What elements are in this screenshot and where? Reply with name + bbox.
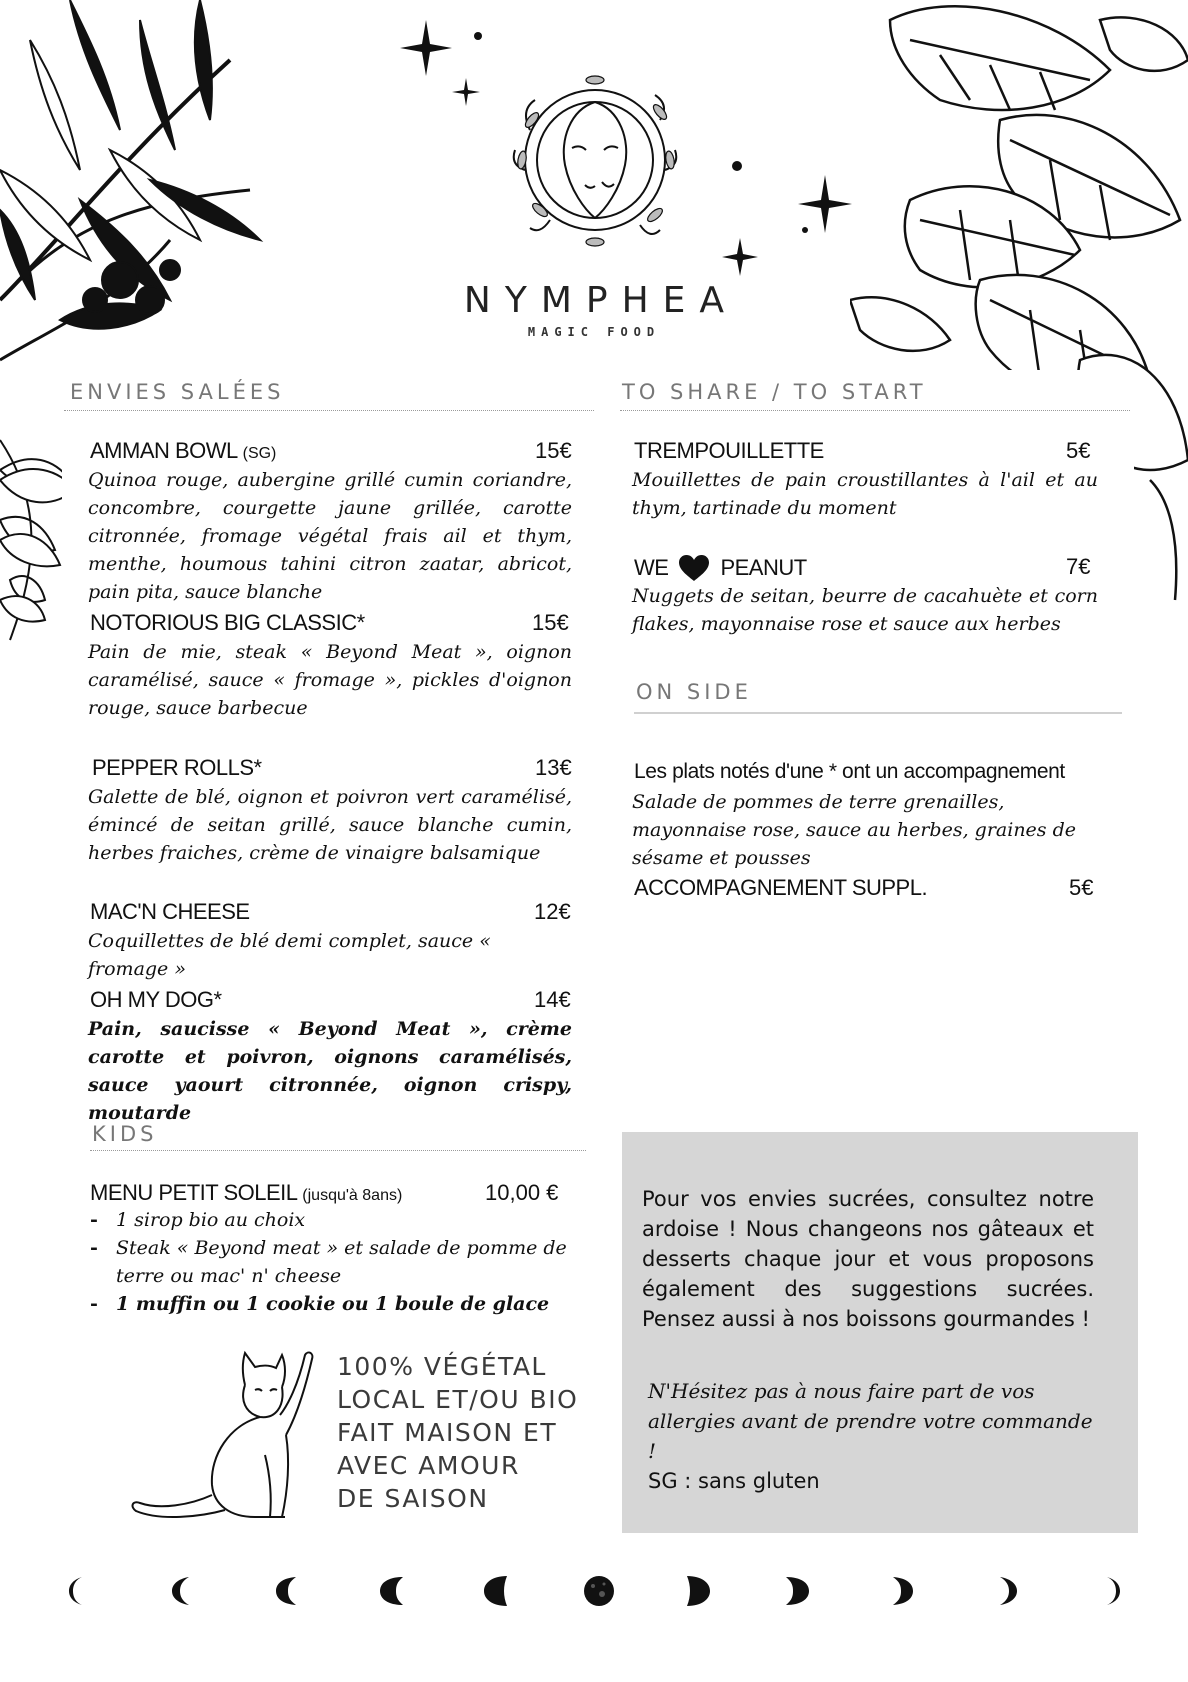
value-line: DE SAISON — [337, 1484, 489, 1513]
brand-name: NYMPHEA — [463, 280, 739, 321]
value-line: FAIT MAISON ET — [337, 1418, 558, 1447]
moon-phase-icon — [167, 1574, 201, 1608]
menu-item-price: 14€ — [534, 987, 571, 1012]
menu-item-name: AMMAN BOWL (SG) — [90, 438, 277, 463]
cat-illustration — [130, 1345, 330, 1525]
dessert-info-text: Pour vos envies sucrées, consultez notre ardoise ! Nous changeons nos gâteaux et desserts chaque jour et vous proposons également des suggestions sucrées. Pensez aussi à nos boissons gourmandes ! — [642, 1187, 1094, 1331]
menu-item-name: MAC'N CHEESE — [90, 899, 250, 924]
side-note: Les plats notés d'une * ont un accompagnement — [634, 760, 1065, 783]
section-title-side: ON SIDE — [636, 680, 752, 704]
moon-phase-icon — [272, 1574, 306, 1608]
menu-item-name: MENU PETIT SOLEIL (jusqu'à 8ans) — [90, 1180, 403, 1205]
moon-phase-icon — [582, 1574, 616, 1608]
section-divider — [620, 410, 1130, 411]
logo-moon-faces-icon — [490, 50, 700, 260]
menu-item-name: NOTORIOUS BIG CLASSIC* — [90, 610, 365, 635]
section-title-share: TO SHARE / TO START — [622, 380, 927, 404]
menu-item-description: Quinoa rouge, aubergine grillé cumin coriandre, concombre, courgette jaune grillée, carotte citronnée, fromage végétal frais ail et thym, menthe, houmous tahini citron zaatar, abricot, pain pita, sauce blanche — [88, 469, 572, 603]
menu-item-price: 5€ — [1069, 875, 1094, 900]
heart-icon — [678, 554, 710, 582]
section-divider — [64, 410, 594, 411]
list-item: - 1 muffin ou 1 cookie ou 1 boule de glace — [90, 1290, 570, 1318]
menu-item-name: TREMPOUILLETTE — [634, 438, 824, 463]
legend-text: SG : sans gluten — [648, 1469, 820, 1493]
section-divider — [634, 712, 1122, 714]
menu-item-price: 5€ — [1066, 438, 1091, 463]
moon-phase-icon — [883, 1574, 917, 1608]
menu-item-description: Galette de blé, oignon et poivron vert caramélisé, émincé de seitan grillé, sauce blanche cumin, herbes fraiches, crème de vinaigre balsamique — [88, 786, 572, 864]
brand-tagline: MAGIC FOOD — [527, 325, 661, 339]
menu-item-price: 10,00 € — [485, 1180, 559, 1205]
value-line: AVEC AMOUR — [337, 1451, 520, 1480]
list-item: - 1 sirop bio au choix — [90, 1206, 570, 1234]
moon-phase-icon — [778, 1574, 812, 1608]
menu-item-price: 13€ — [535, 755, 572, 780]
side-description: Salade de pommes de terre grenailles, mayonnaise rose, sauce au herbes, graines de sésame et pousses — [632, 791, 1076, 869]
section-title-kids: KIDS — [92, 1122, 158, 1146]
moon-phase-icon — [482, 1574, 516, 1608]
moon-phase-icon — [377, 1574, 411, 1608]
moon-phase-icon — [62, 1574, 96, 1608]
menu-item-description: Nuggets de seitan, beurre de cacahuète et corn flakes, mayonnaise rose et sauce aux herbes — [632, 585, 1098, 635]
section-divider — [90, 1150, 586, 1151]
value-line: LOCAL ET/OU BIO — [337, 1385, 579, 1414]
menu-item-description: Pain, saucisse « Beyond Meat », crème carotte et poivron, oignons caramélisés, sauce yaourt citronnée, oignon crispy, moutarde — [88, 1018, 572, 1124]
value-line: 100% VÉGÉTAL — [337, 1352, 547, 1381]
menu-item-price: 12€ — [534, 899, 571, 924]
moon-phase-icon — [678, 1574, 712, 1608]
allergy-notice: N'Hésitez pas à nous faire part de vos allergies avant de prendre votre commande ! — [648, 1379, 1093, 1463]
menu-item-price: 15€ — [532, 610, 569, 635]
menu-item-price: 7€ — [1066, 554, 1091, 579]
menu-item-name: WE PEANUT — [634, 555, 807, 580]
menu-item-name: PEPPER ROLLS* — [92, 755, 262, 780]
section-title-savory: ENVIES SALÉES — [70, 380, 285, 404]
list-item: - Steak « Beyond meat » et salade de pomme de terre ou mac' n' cheese — [90, 1234, 570, 1290]
moon-phase-icon — [1093, 1574, 1127, 1608]
menu-item-description: Mouillettes de pain croustillantes à l'ail et au thym, tartinade du moment — [632, 469, 1098, 519]
menu-item-name: OH MY DOG* — [90, 987, 222, 1012]
menu-item-description: Pain de mie, steak « Beyond Meat », oignon caramélisé, sauce « fromage », pickles d'oignon rouge, sauce barbecue — [88, 641, 572, 719]
kids-menu-list — [90, 1206, 570, 1318]
moon-phase-icon — [988, 1574, 1022, 1608]
menu-item-description: Coquillettes de blé demi complet, sauce « fromage » — [88, 930, 491, 980]
menu-item-name: ACCOMPAGNEMENT SUPPL. — [634, 875, 928, 900]
menu-item-price: 15€ — [535, 438, 572, 463]
